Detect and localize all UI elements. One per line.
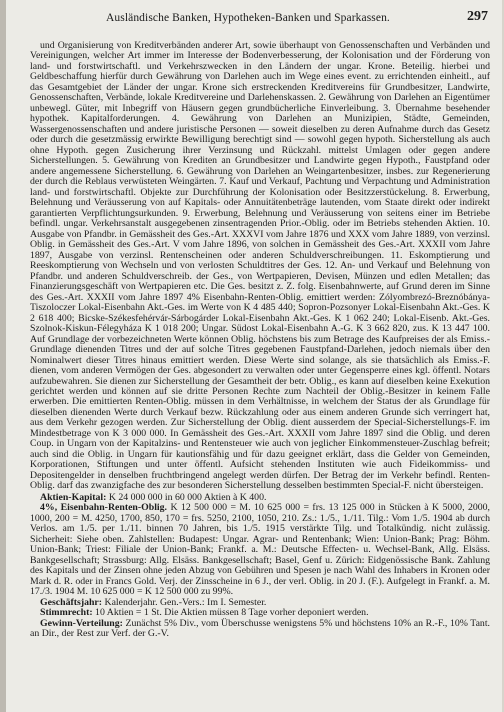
detail-label: Stimmrecht: [40,607,93,619]
detail-text: 10 Aktien = 1 St. Die Aktien müssen 8 Tage vorher deponiert werden. [92,607,369,619]
detail-bonds [30,503,490,597]
detail-label: Aktien-Kapital: [40,492,107,503]
document-page [6,0,502,712]
detail-label: Geschäftsjahr: [40,596,103,608]
detail-text: K 24 000 000 in 60 000 Aktien à K 400. [106,492,267,503]
running-title: Ausländische Banken, Hypotheken-Banken und Sparkassen. [106,12,390,24]
detail-text: Zunächst 5% Div., vom Überschusse wenigstens 5% und höchstens 10% an R.-F., 10% Tant. an Dir., der Rest zur Verf. der G.-V. [30,617,490,640]
detail-label: Gewinn-Verteilung: [40,617,123,629]
main-paragraph: und Organisierung von Kreditverbänden anderer Art, sowie überhaupt von Genossenschaften und Verbänden und Vereinigungen, welcher Art immer im Interesse der Bodenverbesserung, der Kolonisation und der Förderung von land- und forstwirtschaftl. und Verkehrszwecken in den Ländern der ungar. Krone. Beteilig. hierbei und Geldbeschaffung hierfür durch Gewährung von Darlehen auch im Wege eines event. zu errichtenden einheitl., auf das Gesamtgebiet der Länder der ungar. Krone sich erstreckenden Kreditvereins für Grundbesitzer, Landwirte, Genossenschaften, Verbände, lokale Kreditvereine und Darlehenskassen. 2. Gewährung von Darlehen an Eigentümer unbewegl. Güter, mit Inbegriff von Häusern gegen grundbücherliche Einverleibung. 3. Übernahme besehender hypothek. Kapitalforderungen. 4. Gewährung von Darlehen an Munizipien, Städte, Gemeinden, Wassergenossenschaften und andere juristische Personen — soweit dieselben zu deren Aufnahme durch das Gesetz oder durch die gesetzmässig erwirkte Bewilligung berechtigt sind — sowohl gegen hypoth. Sicherstellung als auch ohne Hypoth. gegen Zusicherung ihrer Verzinsung und Rückzahl. mittelst Umlagen oder gegen andere Sicherstellungen. 5. Gewährung von Krediten an Grundbesitzer und Landwirte gegen Hypoth., Faustpfand oder andere angemessene Sicherstellung. 6. Gewährung von Darlehen an Weingartenbesitzer, insbes. zur Regenerierung der durch die Reblaus verwüsteten Weingärten. 7. Kauf und Verkauf, Pachtung und Verpachtung und Administration land- und forstwirtschaftl. Objekte zur Durchführung der Kolonisation oder Besitzzerstückelung. 8. Erwerbung, Belehnung und Veräusserung von auf Kapitals- oder Annuitätenbeträge lautenden, vom Staate direkt oder indirekt garantierten Verpflichtungsurkunden. 9. Erwerbung, Belehnung und Veräusserung von seitens einer im Betriebe befindl. ungar. Verkehrsanstalt ausgegebenen zinsentragenden Prior.-Oblig. oder im Betriebs stehenden Aktien. 10. Ausgabe von Pfandbr. in Gemässheit des Ges.-Art. XXXVI vom Jahre 1876 und XXX vom Jahre 1889, von verzinsl. Oblig. in Gemässheit des Ges.-Art. V vom Jahre 1896, von solchen in Gemässheit des Ges.-Art. XXXII vom Jahre 1897, Ausgabe von verzinsl. Rentenscheinen oder anderen Schuldverschreibungen. 11. Eskomptierung und Reeskomptierung von Wechseln und von verlosten Schuldtitres der Ges. 12. An- und Verkauf und Belehnung von Pfandbr. und anderen Schuldverschreib. der Ges., von Wertpapieren, Devisen, Münzen und edlen Metallen; das Finanzierungsgeschäft von Wertpapieren etc. Die Ges. besitzt z. Z. folg. Eisenbahnwerte, auf Grund deren im Sinne des Ges.-Art. XXXII vom Jahre 1897 4% Eisenbahn-Renten-Oblig. emittiert werden: Zólyombrezó-Breznóbánya-Tiszoloczer Lokal-Eisenbahn Akt.-Ges. im Werte von K 4 485 440; Sopron-Pozsonyer Lokal-Eisenbahn Akt.-Ges. K 2 618 400; Bicske-Székesfehérvár-Sárbogárder Lokal-Eisenbahn Akt.-Ges. K 1 062 240; Lokal-Eisenb. Akt.-Ges. Szolnok-Kiskun-Félegyháza K 1 018 200; Ungar. Südost Lokal-Eisenbahn A.-G. K 3 662 820, zus. K 13 447 100. Auf Grundlage der vorbezeichneten Werte können Oblig. höchstens bis zum Betrage des Kaufpreises der als Emiss.-Grundlage dienenden Titres und der auf solche Titres gegebenen Faustpfand-Darlehen, jedoch niemals über den Nominalwert dieser Titres hinaus emittiert werden. Diese Werte sind solange, als sie thatsächlich als Emiss.-F. dienen, vom anderen Vermögen der Ges. abgesondert zu verwalten oder unter Gegensperre eines kgl. öffentl. Notars aufzubewahren. Sie dienen zur Sicherstellung der Gesamtheit der betr. Oblig., es kann auf dieselben keine Exekution gerichtet werden und können auf sie dritte Personen Rechte zum Nachteil der Oblig.-Besitzer in keinem Falle erwerben. Die emittierten Renten-Oblig. müssen in dem Verhältnisse, in welchem der Status der als Grundlage für dieselben dienenden Werte durch Verkauf bezw. Rückzahlung oder aus einem anderen Grunde sich verringert hat, aus dem Verkehr gezogen werden. Zur Sicherstellung der Oblig. dient ausserdem der Special-Sicherstellungs-F. im Mindestbetrage von K 3 000 000. In Gemässheit des Ges.-Art. XXXII vom Jahre 1897 sind die Oblig. und deren Coup. in Ungarn von der Kapitalzins- und Rentensteuer wie auch von jeglicher Einkommensteuer-Zuschlag befreit; auch sind die Oblig. in Ungarn für kautionsfähig und für dazu geeignet erklärt, dass die Gelder von Gemeinden, Korporationen, Stiftungen und unter öffentl. Aufsicht stehenden Instituten wie auch Fideikommiss- und Depositengelder in denselben fruchtbringend angelegt werden dürfen. Der Betrag der im Verkehr befindl. Renten-Oblig. darf das zwanzigfache des zur besonderen Sicherstellung desselben bestimmten Special-F. nicht übersteigen. [30,40,490,492]
detail-profit [30,619,490,640]
company-details [30,493,490,640]
detail-label: 4%, Eisenbahn-Renten-Oblig. [40,502,168,514]
page-header [6,5,502,31]
detail-text: K 12 500 000 = M. 10 625 000 = frs. 13 125 000 in Stücken à K 5000, 2000, 1000, 200 = M. 4250, 1700, 850, 170 = frs. 5250, 2100, 1050, 210. Zs.: 1./5., 1./11. Tilg.: Vom 1./5. 1904 ab durch Verlos. am 1./5. per 1./11. binnen 70 Jahren, bis 1./5. 1915 verstärkte Tilg. und Totalkündig. nicht zulässig. Sicherheit: Siehe oben. Zahlstellen: Budapest: Ungar. Agrar- und Rentenbank; Wien: Union-Bank; Prag: Böhm. Union-Bank; Triest: Filiale der Union-Bank; Frankf. a. M.: Deutsche Effecten- u. Wechsel-Bank, Allg. Elsäss. Bankgesellschaft; Strassburg: Allg. Elsäss. Bankgesellschaft; Basel, Genf u. Zürich: Eidgenössische Bank. Zahlung des Kapitals und der Zinsen ohne jeden Abzug von Gebühren und Spesen je nach Wahl des Inhabers in Kronen oder Mark d. R. oder in Francs Gold. Verj. der Zinsscheine in 6 J., der verl. Oblig. in 20 J. (F.). Aufgelegt in Frankf. a. M. 17./3. 1904 M. 10 625 000 = K 12 500 000 zu 99%. [30,502,490,598]
page-number: 297 [467,9,488,24]
detail-text: Kalenderjahr. Gen.-Vers.: Im I. Semester. [102,596,267,608]
